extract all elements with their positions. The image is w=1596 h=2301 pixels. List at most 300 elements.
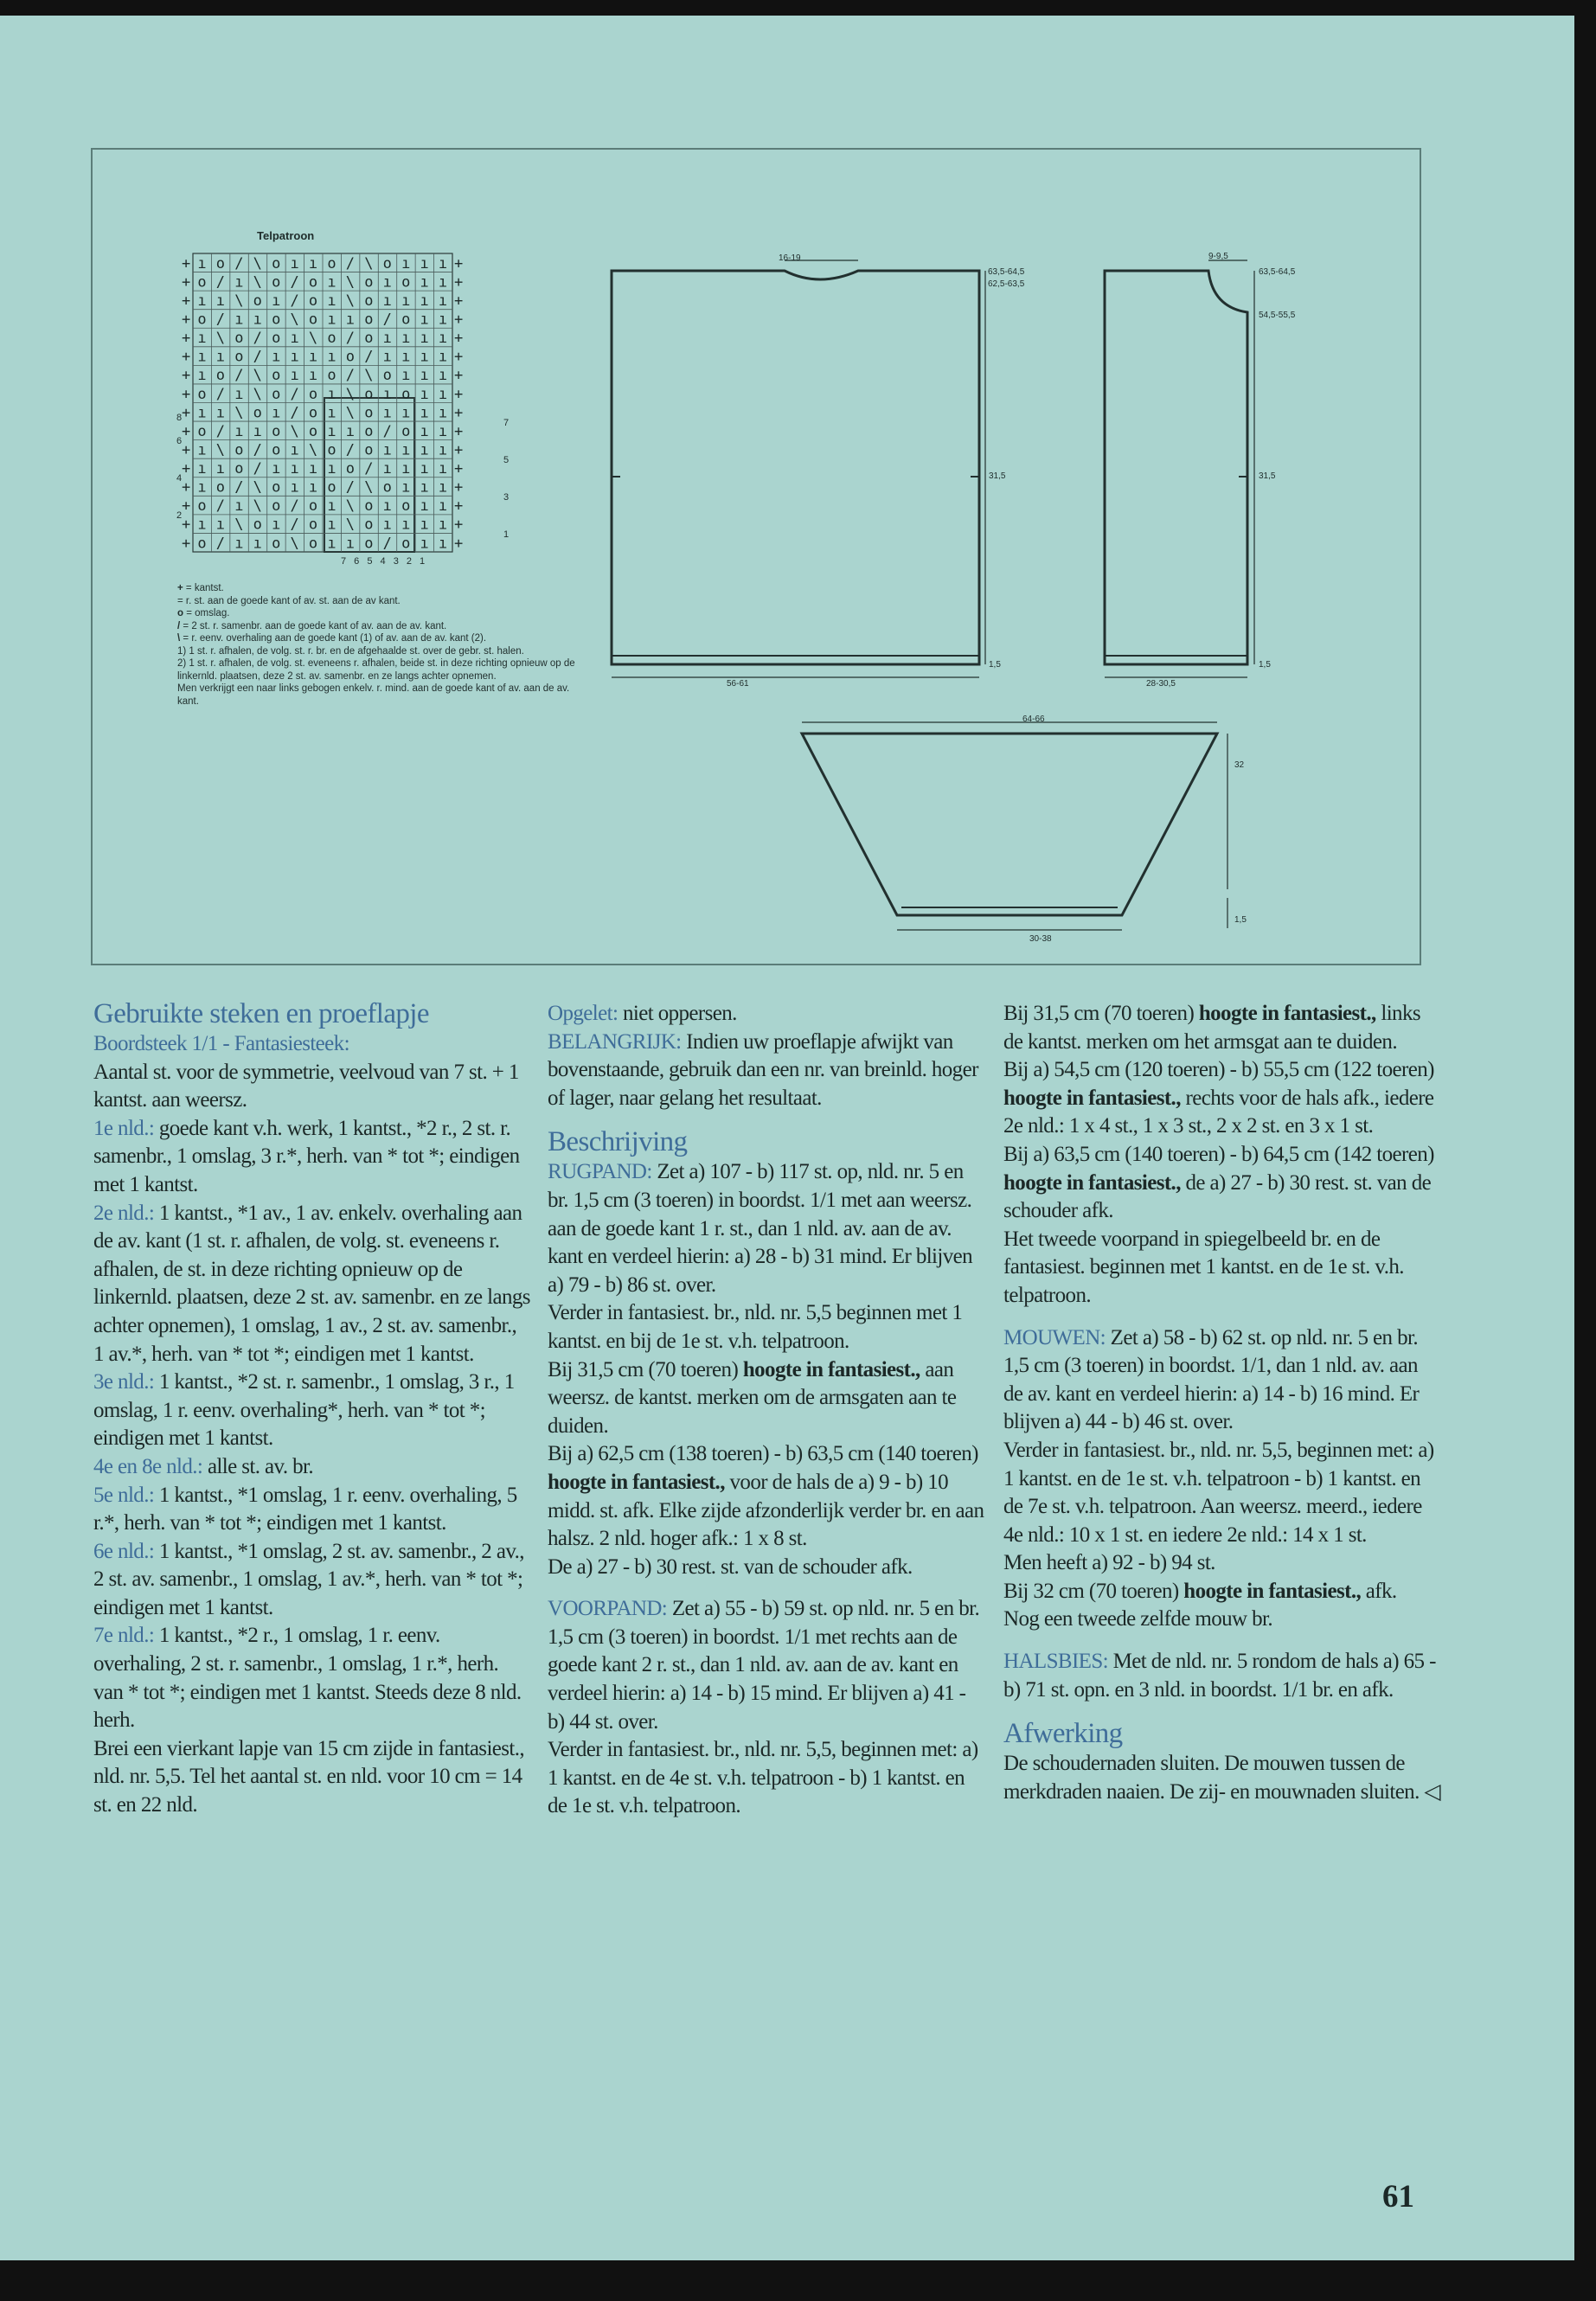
chart-stitch-symbol: ı: [327, 311, 337, 329]
chart-stitch-symbol: /: [253, 348, 262, 366]
paragraph: De schoudernaden sluiten. De mouwen tussen de merkdraden naaien. De zij- en mouwnaden sluiten. ◁: [1003, 1752, 1441, 1804]
chart-stitch-symbol: ı: [197, 460, 207, 478]
chart-stitch-symbol: ı: [345, 535, 356, 553]
chart-stitch-symbol: ı: [290, 478, 299, 497]
chart-stitch-symbol: ı: [382, 273, 392, 292]
sleeve-height-measure: 32: [1234, 760, 1245, 770]
chart-stitch-symbol: ı: [272, 348, 281, 366]
chart-edge-stitch: +: [454, 292, 464, 310]
chart-stitch-symbol: \: [364, 254, 374, 272]
chart-stitch-symbol: ı: [382, 330, 392, 348]
chart-stitch-symbol: o: [308, 385, 318, 403]
chart-stitch-symbol: \: [234, 292, 244, 310]
chart-row-number: 7: [503, 418, 510, 428]
chart-stitch-symbol: \: [345, 292, 356, 310]
legend-item: Men verkrijgt een naar links gebogen enkelv. r. mind. aan de goede kant of av. aan de av. kant.: [177, 683, 570, 707]
chart-stitch-symbol: o: [364, 404, 374, 422]
chart-stitch-symbol: ı: [308, 367, 318, 385]
paragraph: 4e en 8e nld.: alle st. av. br.: [93, 1454, 314, 1478]
chart-edge-stitch: +: [454, 404, 464, 422]
chart-stitch-symbol: o: [272, 497, 281, 516]
chart-stitch-symbol: ı: [327, 516, 337, 534]
chart-edge-stitch: +: [454, 441, 464, 459]
chart-stitch-symbol: ı: [401, 404, 411, 422]
chart-stitch-symbol: /: [215, 535, 226, 553]
chart-stitch-symbol: /: [364, 348, 374, 366]
chart-stitch-symbol: /: [345, 441, 356, 459]
chart-stitch-symbol: ı: [401, 292, 411, 310]
chart-stitch-symbol: /: [382, 535, 392, 553]
chart-stitch-symbol: ı: [401, 441, 411, 459]
chart-stitch-symbol: ı: [308, 254, 318, 272]
chart-stitch-symbol: ı: [215, 348, 226, 366]
chart-stitch-symbol: o: [382, 478, 392, 497]
chart-stitch-symbol: o: [308, 422, 318, 440]
stitch-subheading: Boordsteek 1/1 - Fantasiesteek:: [93, 1032, 349, 1055]
legend-item: 2) 1 st. r. afhalen, de volg. st. eveneens r. afhalen, beide st. in deze richting opnieuw op de linkernld. plaatsen, deze 2 st. av. samenbr. en ze langs achter opnemen.: [177, 658, 575, 682]
chart-edge-stitch: +: [182, 385, 191, 403]
chart-stitch-symbol: o: [215, 478, 226, 497]
chart-stitch-symbol: o: [308, 311, 318, 329]
chart-stitch-symbol: ı: [234, 422, 244, 440]
chart-stitch-symbol: ı: [272, 404, 281, 422]
chart-stitch-symbol: o: [364, 441, 374, 459]
chart-stitch-symbol: \: [234, 404, 244, 422]
chart-stitch-symbol: ı: [215, 516, 226, 534]
chart-stitch-symbol: ı: [438, 441, 448, 459]
chart-stitch-symbol: ı: [438, 422, 448, 440]
chart-stitch-symbol: ı: [327, 273, 337, 292]
chart-stitch-symbol: o: [401, 311, 411, 329]
chart-stitch-symbol: o: [382, 367, 392, 385]
paragraph: 2e nld.: 1 kantst., *1 av., 1 av. enkelv. overhaling aan de av. kant (1 st. r. afhalen, de volg. st. eveneens r. afhalen, de st. in deze richting opnieuw op de linkernld. plaatsen, deze 2 st. av. samenbr. en ze langs achter opnemen), 1 omslag, 1 av., 2 st. av. samenbr., 1 av.*, herh. van * tot *; eindigen met 1 kantst.: [93, 1201, 530, 1366]
chart-stitch-symbol: o: [253, 292, 262, 310]
chart-stitch-symbol: o: [215, 367, 226, 385]
paragraph: 7e nld.: 1 kantst., *2 r., 1 omslag, 1 r. eenv. overhaling, 2 st. r. samenbr., 1 omslag, 1 r.*, herh. van * tot *; eindigen met 1 kantst. Steeds deze 8 nld. herh.: [93, 1624, 522, 1733]
chart-edge-stitch: +: [182, 478, 191, 497]
chart-stitch-symbol: \: [308, 441, 318, 459]
paragraph: VOORPAND: Zet a) 55 - b) 59 st. op nld. nr. 5 en br. 1,5 cm (3 toeren) in boordst. 1/1 met rechts aan de goede kant 2 r. st., dan 1 nld. av. aan de av. kant en verdeel hierin: a) 14 - b) 15 mind. Er blijven a) 41 - b) 44 st. over.: [548, 1597, 980, 1734]
chart-edge-stitch: +: [182, 460, 191, 478]
sleeve-width-measure: 30-38: [1029, 934, 1052, 944]
chart-stitch-symbol: ı: [420, 254, 429, 272]
chart-stitch-symbol: ı: [382, 516, 392, 534]
chart-stitch-symbol: o: [234, 348, 244, 366]
chart-stitch-symbol: o: [382, 254, 392, 272]
chart-stitch-symbol: /: [290, 497, 299, 516]
chart-stitch-symbol: \: [290, 311, 299, 329]
paragraph: Bij 32 cm (70 toeren) hoogte in fantasiest., afk.: [1003, 1579, 1397, 1603]
chart-edge-stitch: +: [454, 460, 464, 478]
chart-stitch-symbol: ı: [438, 478, 448, 497]
chart-stitch-symbol: o: [308, 535, 318, 553]
chart-stitch-symbol: o: [345, 348, 356, 366]
chart-stitch-symbol: o: [364, 292, 374, 310]
chart-stitch-symbol: \: [234, 516, 244, 534]
chart-edge-stitch: +: [182, 404, 191, 422]
chart-stitch-symbol: o: [364, 273, 374, 292]
chart-stitch-symbol: ı: [420, 311, 429, 329]
chart-stitch-symbol: o: [327, 254, 337, 272]
chart-edge-stitch: +: [182, 535, 191, 553]
chart-stitch-symbol: o: [197, 535, 207, 553]
chart-stitch-symbol: o: [327, 441, 337, 459]
front-rib-measure: 1,5: [1259, 660, 1271, 670]
chart-stitch-symbol: o: [364, 385, 374, 403]
chart-stitch-symbol: ı: [420, 348, 429, 366]
sleeve-top-measure: 64-66: [1022, 715, 1045, 724]
chart-stitch-symbol: o: [364, 422, 374, 440]
chart-edge-stitch: +: [454, 385, 464, 403]
chart-edge-stitch: +: [182, 330, 191, 348]
paragraph: BELANGRIJK: Indien uw proeflapje afwijkt van bovenstaande, gebruik dan een nr. van breinld. hoger of lager, naar gelang het resultaat.: [548, 1029, 978, 1110]
chart-stitch-symbol: o: [364, 330, 374, 348]
chart-stitch-symbol: ı: [234, 535, 244, 553]
chart-stitch-symbol: o: [308, 404, 318, 422]
legend-item: = r. st. aan de goede kant of av. st. aan de av kant.: [177, 595, 401, 606]
chart-stitch-symbol: ı: [438, 330, 448, 348]
chart-stitch-symbol: \: [215, 441, 226, 459]
column-2: [548, 1000, 984, 1821]
chart-edge-stitch: +: [182, 254, 191, 272]
chart-stitch-symbol: ı: [327, 348, 337, 366]
chart-edge-stitch: +: [182, 497, 191, 516]
chart-stitch-symbol: o: [272, 311, 281, 329]
chart-edge-stitch: +: [454, 367, 464, 385]
chart-row-number: 3: [503, 492, 510, 503]
chart-stitch-symbol: /: [215, 497, 226, 516]
chart-stitch-symbol: o: [364, 516, 374, 534]
chart-stitch-symbol: ı: [438, 385, 448, 403]
chart-stitch-symbol: ı: [382, 497, 392, 516]
chart-stitch-symbol: ı: [290, 460, 299, 478]
chart-stitch-symbol: o: [327, 330, 337, 348]
back-height-measure: 62,5-63,5: [988, 279, 1025, 289]
chart-stitch-symbol: ı: [438, 516, 448, 534]
chart-stitch-symbol: ı: [420, 460, 429, 478]
paragraph: Verder in fantasiest. br., nld. nr. 5,5 beginnen met 1 kantst. en bij de 1e st. v.h. telpatroon.: [548, 1301, 963, 1353]
chart-stitch-symbol: /: [345, 478, 356, 497]
chart-stitch-symbol: /: [345, 367, 356, 385]
sleeve-rib-measure: 1,5: [1234, 915, 1247, 925]
chart-stitch-symbol: ı: [345, 311, 356, 329]
chart-stitch-symbol: \: [290, 422, 299, 440]
back-panel-schematic: [594, 193, 1027, 721]
chart-stitch-symbol: ı: [327, 292, 337, 310]
chart-stitch-symbol: ı: [420, 535, 429, 553]
paragraph: Verder in fantasiest. br., nld. nr. 5,5, beginnen met: a) 1 kantst. en de 4e st. v.h. telpatroon - b) 1 kantst. en de 1e st. v.h. telpatroon.: [548, 1738, 978, 1818]
chart-stitch-symbol: /: [382, 422, 392, 440]
chart-stitch-symbol: ı: [420, 367, 429, 385]
chart-stitch-symbol: ı: [401, 460, 411, 478]
paragraph: 6e nld.: 1 kantst., *1 omslag, 2 st. av. samenbr., 2 av., 2 st. av. samenbr., 1 omslag, 1 av.*, herh. van * tot *; eindigen met 1 kantst.: [93, 1539, 524, 1619]
chart-stitch-symbol: /: [290, 273, 299, 292]
chart-stitch-symbol: /: [234, 478, 244, 497]
chart-stitch-symbol: o: [364, 497, 374, 516]
chart-stitch-symbol: o: [272, 330, 281, 348]
paragraph: Bij a) 62,5 cm (138 toeren) - b) 63,5 cm (140 toeren) hoogte in fantasiest., voor de hals de a) 9 - b) 10 midd. st. afk. Elke zijde afzonderlijk verder br. en aan halsz. 2 nld. hoger afk.: 1 x 8 st.: [548, 1442, 984, 1551]
paragraph: Bij a) 54,5 cm (120 toeren) - b) 55,5 cm (122 toeren) hoogte in fantasiest., rechts voor de hals afk., iedere 2e nld.: 1 x 4 st., 1 x 3 st., 2 x 2 st. en 3 x 1 st.: [1003, 1058, 1434, 1138]
back-height-measure: 63,5-64,5: [988, 267, 1025, 277]
chart-stitch-symbol: ı: [438, 273, 448, 292]
chart-stitch-symbol: ı: [290, 254, 299, 272]
chart-stitch-symbol: ı: [290, 330, 299, 348]
chart-edge-stitch: +: [454, 535, 464, 553]
chart-stitch-symbol: \: [253, 367, 262, 385]
chart-stitch-symbol: /: [290, 385, 299, 403]
chart-stitch-symbol: /: [215, 422, 226, 440]
chart-stitch-symbol: ı: [197, 292, 207, 310]
chart-stitch-symbol: o: [401, 273, 411, 292]
chart-stitch-symbol: /: [253, 441, 262, 459]
chart-stitch-symbol: \: [253, 273, 262, 292]
chart-stitch-symbol: ı: [290, 367, 299, 385]
front-height-measure: 63,5-64,5: [1259, 267, 1296, 277]
chart-stitch-symbol: ı: [420, 441, 429, 459]
chart-stitch-symbol: ı: [197, 516, 207, 534]
chart-stitch-symbol: ı: [382, 292, 392, 310]
chart-stitch-symbol: ı: [308, 460, 318, 478]
legend-item: 1) 1 st. r. afhalen, de volg. st. r. br. en de afgehaalde st. over de gebr. st. halen.: [177, 645, 524, 657]
chart-stitch-symbol: ı: [327, 535, 337, 553]
chart-stitch-symbol: ı: [215, 292, 226, 310]
chart-stitch-symbol: ı: [438, 311, 448, 329]
chart-stitch-symbol: o: [272, 254, 281, 272]
chart-stitch-symbol: ı: [382, 385, 392, 403]
chart-stitch-symbol: ı: [420, 385, 429, 403]
chart-stitch-symbol: o: [272, 385, 281, 403]
chart-edge-stitch: +: [182, 422, 191, 440]
chart-stitch-symbol: /: [290, 404, 299, 422]
paragraph: Opgelet: niet oppersen.: [548, 1002, 737, 1025]
chart-stitch-symbol: ı: [382, 404, 392, 422]
chart-stitch-symbol: ı: [438, 254, 448, 272]
chart-stitch-symbol: o: [308, 273, 318, 292]
chart-stitch-symbol: o: [272, 478, 281, 497]
chart-stitch-symbol: ı: [438, 348, 448, 366]
paragraph: Men heeft a) 92 - b) 94 st.: [1003, 1551, 1215, 1575]
front-armhole-measure: 31,5: [1259, 471, 1276, 481]
chart-stitch-symbol: /: [215, 385, 226, 403]
paragraph: RUGPAND: Zet a) 107 - b) 117 st. op, nld. nr. 5 en br. 1,5 cm (3 toeren) in boordst. 1/1 met aan weersz. aan de goede kant 1 r. st., dan 1 nld. av. aan de av. kant en verdeel hierin: a) 28 - b) 31 mind. Er blijven a) 79 - b) 86 st. over.: [548, 1160, 973, 1297]
front-top-measure: 9-9,5: [1208, 252, 1228, 261]
chart-stitch-symbol: /: [345, 330, 356, 348]
chart-stitch-symbol: \: [253, 254, 262, 272]
paragraph: 1e nld.: goede kant v.h. werk, 1 kantst., *2 r., 2 st. r. samenbr., 1 omslag, 3 r.*, herh. van * tot *; eindigen met 1 kantst.: [93, 1116, 520, 1196]
sleeve-schematic: [785, 703, 1252, 954]
chart-stitch-symbol: o: [345, 460, 356, 478]
chart-stitch-symbol: o: [401, 535, 411, 553]
chart-edge-stitch: +: [182, 348, 191, 366]
chart-stitch-symbol: o: [272, 273, 281, 292]
chart-stitch-symbol: ı: [272, 292, 281, 310]
legend-item: \ = r. eenv. overhaling aan de goede kant (1) of av. aan de av. kant (2).: [177, 633, 487, 644]
chart-stitch-symbol: ı: [401, 254, 411, 272]
chart-stitch-symbol: ı: [308, 478, 318, 497]
front-neck-measure: 54,5-55,5: [1259, 311, 1296, 320]
chart-edge-stitch: +: [182, 273, 191, 292]
chart-stitch-symbol: ı: [327, 404, 337, 422]
column-3: [1003, 1000, 1440, 1806]
chart-edge-stitch: +: [454, 330, 464, 348]
paragraph: Aantal st. voor de symmetrie, veelvoud van 7 st. + 1 kantst. aan weersz.: [93, 1060, 519, 1112]
chart-stitch-symbol: \: [253, 478, 262, 497]
chart-edge-stitch: +: [454, 273, 464, 292]
chart-stitch-symbol: ı: [420, 497, 429, 516]
chart-edge-stitch: +: [454, 254, 464, 272]
legend-item: o = omslag.: [177, 608, 230, 619]
chart-stitch-symbol: /: [382, 311, 392, 329]
chart-stitch-symbol: /: [215, 273, 226, 292]
chart-stitch-symbol: o: [197, 273, 207, 292]
paragraph: Brei een vierkant lapje van 15 cm zijde in fantasiest., nld. nr. 5,5. Tel het aantal st. en nld. voor 10 cm = 14 st. en 22 nld.: [93, 1736, 525, 1817]
chart-stitch-symbol: \: [364, 478, 374, 497]
paragraph: 3e nld.: 1 kantst., *2 st. r. samenbr., 1 omslag, 3 r., 1 omslag, 1 r. eenv. overhaling*, herh. van * tot *; eindigen met 1 kantst.: [93, 1370, 515, 1451]
chart-stitch-symbol: /: [290, 292, 299, 310]
section-heading: Beschrijving: [548, 1126, 688, 1158]
chart-stitch-symbol: /: [215, 311, 226, 329]
chart-stitch-symbol: ı: [215, 460, 226, 478]
back-top-measure: 16-19: [779, 253, 801, 263]
chart-stitch-symbol: o: [272, 535, 281, 553]
chart-stitch-symbol: ı: [420, 422, 429, 440]
chart-stitch-symbol: ı: [253, 311, 262, 329]
chart-stitch-symbol: ı: [345, 422, 356, 440]
paragraph: Bij 31,5 cm (70 toeren) hoogte in fantasiest., links de kantst. merken om het armsgat aan te duiden.: [1003, 1002, 1420, 1054]
paragraph: MOUWEN: Zet a) 58 - b) 62 st. op nld. nr. 5 en br. 1,5 cm (3 toeren) in boordst. 1/1, dan 1 nld. av. aan de av. kant en verdeel hierin: a) 14 - b) 16 mind. Er blijven a) 44 - b) 46 st. over.: [1003, 1325, 1420, 1434]
chart-stitch-symbol: ı: [401, 348, 411, 366]
section-heading: Gebruikte steken en proeflapje: [93, 998, 429, 1029]
chart-stitch-symbol: o: [197, 311, 207, 329]
chart-stitch-symbol: ı: [420, 478, 429, 497]
paragraph: Bij a) 63,5 cm (140 toeren) - b) 64,5 cm (142 toeren) hoogte in fantasiest., de a) 27 - b) 30 rest. st. van de schouder afk.: [1003, 1142, 1434, 1223]
chart-edge-stitch: +: [182, 292, 191, 310]
chart-edge-stitch: +: [454, 497, 464, 516]
chart-stitch-symbol: o: [308, 516, 318, 534]
chart-stitch-symbol: ı: [197, 478, 207, 497]
chart-stitch-symbol: /: [234, 254, 244, 272]
chart-legend: [177, 582, 575, 708]
paragraph: 5e nld.: 1 kantst., *1 omslag, 1 r. eenv. overhaling, 5 r.*, herh. van * tot *; eindigen met 1 kantst.: [93, 1483, 517, 1535]
chart-stitch-symbol: ı: [234, 311, 244, 329]
paragraph: Verder in fantasiest. br., nld. nr. 5,5, beginnen met: a) 1 kantst. en de 1e st. v.h. telpatroon - b) 1 kantst. en de 7e st. v.h. telpatroon. Aan weersz. meerd., iedere 4e nld.: 10 x 1 st. en iedere 2e nld.: 14 x 1 st.: [1003, 1438, 1434, 1547]
chart-stitch-symbol: ı: [234, 385, 244, 403]
chart-stitch-symbol: ı: [327, 497, 337, 516]
chart-title: Telpatroon: [257, 229, 315, 242]
chart-stitch-symbol: ı: [401, 516, 411, 534]
chart-edge-stitch: +: [454, 478, 464, 497]
chart-stitch-symbol: ı: [382, 348, 392, 366]
chart-stitch-symbol: \: [345, 273, 356, 292]
paragraph: Het tweede voorpand in spiegelbeeld br. en de fantasiest. beginnen met 1 kantst. en de 1e st. v.h. telpatroon.: [1003, 1227, 1404, 1307]
paragraph: De a) 27 - b) 30 rest. st. van de schouder afk.: [548, 1554, 913, 1579]
chart-stitch-symbol: o: [364, 311, 374, 329]
paragraph: Bij 31,5 cm (70 toeren) hoogte in fantasiest., aan weersz. de kantst. merken om de armsgaten aan te duiden.: [548, 1357, 957, 1438]
chart-row-number: 5: [503, 455, 510, 465]
chart-edge-stitch: +: [454, 348, 464, 366]
chart-stitch-symbol: o: [308, 497, 318, 516]
chart-stitch-symbol: o: [308, 292, 318, 310]
chart-stitch-symbol: o: [327, 478, 337, 497]
chart-stitch-symbol: ı: [401, 367, 411, 385]
chart-edge-stitch: +: [182, 516, 191, 534]
chart-edge-stitch: +: [454, 516, 464, 534]
paragraph: HALSBIES: Met de nld. nr. 5 rondom de hals a) 65 - b) 71 st. opn. en 3 nld. in boordst. 1/1 br. en afk.: [1003, 1650, 1436, 1702]
chart-stitch-symbol: o: [234, 330, 244, 348]
chart-stitch-symbol: o: [401, 497, 411, 516]
chart-stitch-symbol: o: [197, 497, 207, 516]
chart-stitch-symbol: /: [290, 516, 299, 534]
chart-stitch-symbol: ı: [327, 385, 337, 403]
chart-stitch-symbol: \: [253, 497, 262, 516]
chart-stitch-symbol: \: [215, 330, 226, 348]
chart-stitch-symbol: o: [215, 254, 226, 272]
chart-stitch-symbol: \: [345, 385, 356, 403]
chart-stitch-symbol: /: [253, 460, 262, 478]
chart-stitch-symbol: o: [253, 516, 262, 534]
chart-stitch-symbol: ı: [327, 460, 337, 478]
chart-stitch-symbol: ı: [401, 330, 411, 348]
chart-edge-stitch: +: [454, 422, 464, 440]
chart-stitch-symbol: o: [234, 460, 244, 478]
chart-stitch-symbol: ı: [327, 422, 337, 440]
chart-stitch-symbol: /: [253, 330, 262, 348]
magazine-page: [0, 16, 1574, 2260]
chart-edge-stitch: +: [182, 367, 191, 385]
paragraph: Nog een tweede zelfde mouw br.: [1003, 1607, 1273, 1631]
figure-frame: [91, 148, 1421, 965]
chart-stitch-symbol: o: [234, 441, 244, 459]
chart-stitch-symbol: o: [197, 385, 207, 403]
chart-stitch-symbol: /: [364, 460, 374, 478]
chart-stitch-symbol: /: [234, 367, 244, 385]
chart-stitch-symbol: o: [272, 422, 281, 440]
chart-edge-stitch: +: [182, 311, 191, 329]
front-width-measure: 28-30,5: [1146, 679, 1176, 689]
chart-row-number: 6: [176, 436, 183, 446]
chart-stitch-symbol: ı: [420, 273, 429, 292]
chart-row-number: 2: [176, 510, 183, 521]
chart-stitch-symbol: o: [364, 535, 374, 553]
chart-stitch-symbol: ı: [420, 404, 429, 422]
chart-stitch-symbol: ı: [253, 535, 262, 553]
chart-col-numbers: 7 6 5 4 3 2 1: [341, 556, 428, 567]
chart-stitch-symbol: ı: [197, 330, 207, 348]
chart-stitch-symbol: \: [364, 367, 374, 385]
chart-stitch-symbol: ı: [197, 404, 207, 422]
column-1: [93, 1000, 530, 1820]
chart-stitch-symbol: ı: [438, 497, 448, 516]
chart-stitch-symbol: ı: [253, 422, 262, 440]
page-number: 61: [1382, 2179, 1414, 2214]
chart-stitch-symbol: o: [401, 422, 411, 440]
chart-stitch-symbol: o: [197, 422, 207, 440]
chart-row-number: 4: [176, 473, 183, 484]
chart-stitch-symbol: o: [272, 367, 281, 385]
chart-stitch-symbol: ı: [272, 516, 281, 534]
chart-stitch-symbol: \: [345, 497, 356, 516]
chart-stitch-symbol: ı: [382, 441, 392, 459]
legend-item: + = kantst.: [177, 583, 224, 593]
chart-stitch-symbol: ı: [382, 460, 392, 478]
chart-row-number: 1: [503, 529, 510, 540]
chart-stitch-symbol: o: [253, 404, 262, 422]
chart-stitch-symbol: o: [401, 385, 411, 403]
chart-stitch-symbol: ı: [308, 348, 318, 366]
chart-stitch-symbol: ı: [420, 330, 429, 348]
chart-stitch-symbol: \: [345, 516, 356, 534]
chart-stitch-symbol: ı: [197, 348, 207, 366]
